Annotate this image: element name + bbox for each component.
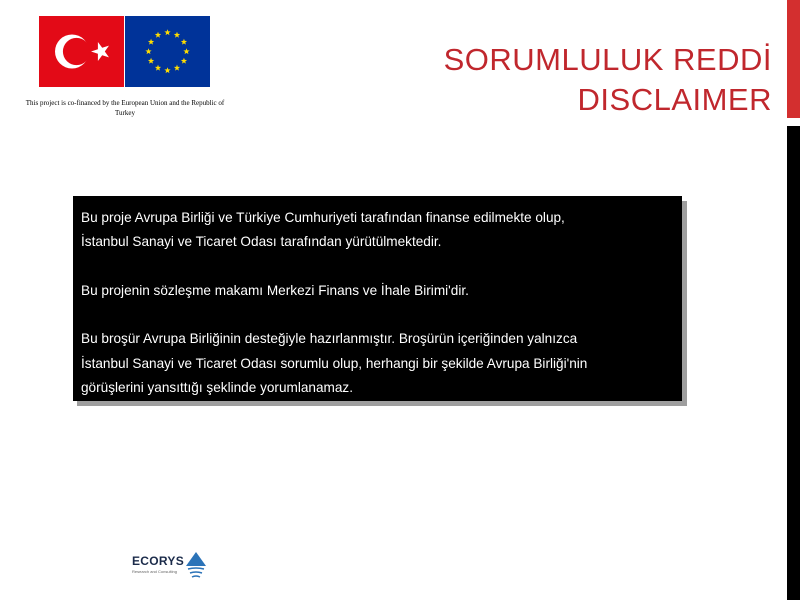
page-title xyxy=(352,40,772,120)
disclaimer-box xyxy=(73,196,682,401)
title-line-en: DISCLAIMER xyxy=(577,82,772,117)
eu-star-icon xyxy=(181,58,187,64)
eu-star-icon xyxy=(181,39,187,45)
disclaimer-line: İstanbul Sanayi ve Ticaret Odası sorumlu olup, herhangi bir şekilde Avrupa Birliği'nin xyxy=(81,355,588,371)
eu-star-icon xyxy=(174,32,180,38)
turkey-flag-icon xyxy=(39,16,124,87)
eu-star-icon xyxy=(155,32,161,38)
disclaimer-line: İstanbul Sanayi ve Ticaret Odası tarafından yürütülmektedir. xyxy=(81,234,442,250)
title-line-tr: SORUMLULUK REDDİ xyxy=(443,42,772,77)
cofinance-note: This project is co-financed by the European Union and the Republic of Turkey xyxy=(25,99,225,117)
eu-star-icon xyxy=(164,29,170,35)
eu-star-icon xyxy=(183,48,189,54)
ecorys-logo-tagline: Research and Consulting xyxy=(132,569,177,574)
disclaimer-line: görüşlerini yansıttığı şeklinde yorumlanamaz. xyxy=(81,380,354,396)
eu-star-icon xyxy=(174,65,180,71)
ecorys-logo-name: ECORYS xyxy=(132,554,185,568)
eu-star-icon xyxy=(145,48,151,54)
ecorys-logo xyxy=(132,552,212,584)
disclaimer-line: Bu proje Avrupa Birliği ve Türkiye Cumhuriyeti tarafından finanse edilmekte olup, xyxy=(81,210,565,225)
eu-star-icon xyxy=(148,58,154,64)
eu-star-icon xyxy=(164,67,170,73)
eu-star-icon xyxy=(155,65,161,71)
flags-logo xyxy=(39,16,210,87)
accent-bar-black xyxy=(787,126,800,600)
eu-flag-icon xyxy=(125,16,210,87)
ecorys-logo-icon xyxy=(186,552,206,582)
accent-bar-red xyxy=(787,0,800,118)
disclaimer-line: Bu projenin sözleşme makamı Merkezi Finans ve İhale Birimi'dir. xyxy=(81,282,469,298)
disclaimer-line: Bu broşür Avrupa Birliğinin desteğiyle hazırlanmıştır. Broşürün içeriğinden yalnızca xyxy=(81,331,578,347)
eu-star-icon xyxy=(148,39,154,45)
